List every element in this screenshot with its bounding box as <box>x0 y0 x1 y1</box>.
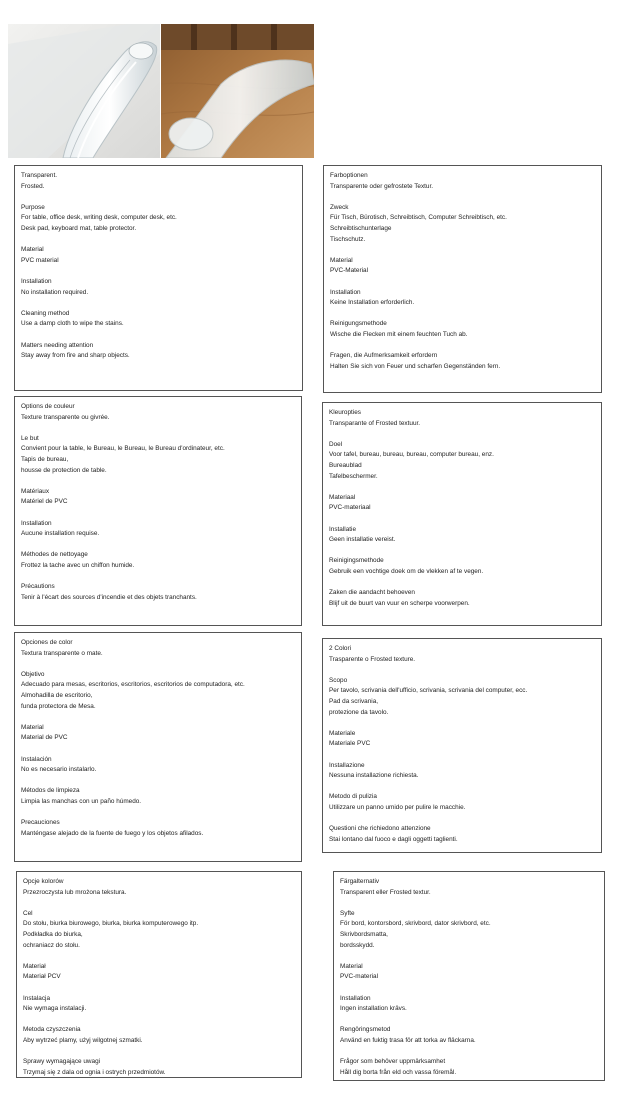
line-gap <box>329 429 595 440</box>
line-gap <box>330 309 595 320</box>
text-line: Almohadilla de escritorio, <box>21 691 93 699</box>
line-gap <box>23 1015 295 1026</box>
text-line: bordsskydd. <box>340 941 375 949</box>
text-line: housse de protection de table. <box>21 466 107 474</box>
text-line: Transparent. <box>21 172 57 179</box>
text-line: Do stołu, biurka biurowego, biurka, biurka komputerowego itp. <box>23 920 199 928</box>
text-line: Cleaning method <box>21 309 70 317</box>
product-photo-transparent <box>8 24 160 158</box>
text-line: Cel <box>23 909 33 917</box>
text-line: Trzymaj się z dala od ognia i ostrych przedmiotów. <box>23 1068 166 1076</box>
text-line: Rengöringsmetod <box>340 1026 391 1034</box>
text-line: Blijf uit de buurt van vuur en scherpe voorwerpen. <box>329 599 470 607</box>
text-line: Tafelbeschermer. <box>329 472 378 480</box>
line-gap <box>21 540 295 551</box>
product-photo-frosted <box>161 24 314 158</box>
text-line: Nie wymaga instalacji. <box>23 1005 87 1013</box>
text-line: Pad da scrivania, <box>329 697 379 705</box>
text-line: Instalacja <box>23 994 50 1002</box>
line-gap <box>21 298 296 309</box>
line-gap <box>340 983 598 994</box>
text-line: Méthodes de nettoyage <box>21 551 88 559</box>
text-line: PVC-materiaal <box>329 504 371 512</box>
text-line: Per tavolo, scrivania dell'ufficio, scrivania, scrivania del computer, ecc. <box>329 687 528 695</box>
info-box-swedish <box>333 871 605 1081</box>
text-line: No es necesario instalarlo. <box>21 766 97 774</box>
text-line: Stay away from fire and sharp objects. <box>21 352 130 360</box>
line-gap <box>21 476 295 487</box>
line-gap <box>21 572 295 583</box>
text-line: Fragen, die Aufmerksamkeit erfordern <box>330 352 438 360</box>
text-line: Gebruik een vochtige doek om de vlekken af te vegen. <box>329 567 484 575</box>
line-gap <box>330 341 595 352</box>
text-line: Utilizzare un panno umido per pulire le macchie. <box>329 803 466 811</box>
text-line: Opcje kolorów <box>23 878 64 885</box>
text-line: Voor tafel, bureau, bureau, bureau, computer bureau, enz. <box>329 451 494 459</box>
text-line: Matériel de PVC <box>21 498 68 506</box>
text-line: Objetivo <box>21 670 45 678</box>
text-line: ochraniacz do stołu. <box>23 941 80 949</box>
text-line: Material <box>340 962 363 970</box>
text-line: Podkładka do biurka, <box>23 930 83 938</box>
text-line: Installatie <box>329 525 356 533</box>
text-line: Materiał <box>23 962 46 970</box>
line-gap <box>23 951 295 962</box>
line-gap <box>329 814 595 825</box>
text-line: Options de couleur <box>21 403 75 410</box>
text-line: Matters needing attention <box>21 341 94 349</box>
line-gap <box>21 776 295 787</box>
line-gap <box>23 983 295 994</box>
text-line: Använd en fuktig trasa för att torka av fläckarna. <box>340 1036 476 1044</box>
text-line: Texture transparente ou givrée. <box>21 413 110 421</box>
text-line: Kleuropties <box>329 409 361 416</box>
text-line: Installazione <box>329 761 365 769</box>
info-box-polish <box>16 871 302 1078</box>
text-line: Aby wytrzeć plamy, użyj wilgotnej szmatki. <box>23 1036 143 1044</box>
line-gap <box>21 744 295 755</box>
text-line: Bureaublad <box>329 461 362 469</box>
text-line: Matériaux <box>21 487 50 495</box>
text-line: Frottez la tache avec un chiffon humide. <box>21 561 135 569</box>
text-line: Transparante of Frosted textuur. <box>329 419 421 427</box>
text-line: Material <box>21 246 44 254</box>
line-gap <box>21 508 295 519</box>
text-line: Farboptionen <box>330 172 368 179</box>
text-line: Textura transparente o mate. <box>21 649 103 657</box>
text-line: Reinigungsmethode <box>330 320 387 328</box>
text-line: Précautions <box>21 583 55 591</box>
line-gap <box>329 665 595 676</box>
line-gap <box>329 546 595 557</box>
text-line: Ingen installation krävs. <box>340 1005 407 1013</box>
line-gap <box>21 659 295 670</box>
text-line: Installation <box>21 519 52 527</box>
text-line: PVC-material <box>340 973 378 981</box>
text-line: Przezroczysta lub mrożona tekstura. <box>23 888 127 896</box>
text-line: Questioni che richiedono attenzione <box>329 825 431 833</box>
line-gap <box>21 266 296 277</box>
line-gap <box>329 718 595 729</box>
line-gap <box>340 898 598 909</box>
line-gap <box>329 482 595 493</box>
text-line: Syfte <box>340 909 355 917</box>
text-line: Färgalternativ <box>340 878 380 885</box>
text-line: Aucune installation requise. <box>21 530 100 538</box>
line-gap <box>329 782 595 793</box>
text-line: Zweck <box>330 203 349 211</box>
text-line: Tischschutz. <box>330 235 366 243</box>
text-line: Frosted. <box>21 182 45 190</box>
info-box-dutch <box>322 402 602 626</box>
text-line: Sprawy wymagające uwagi <box>23 1058 101 1066</box>
line-gap <box>23 898 295 909</box>
text-line: Use a damp cloth to wipe the stains. <box>21 320 124 328</box>
text-line: Reinigingsmethode <box>329 557 384 565</box>
text-line: Materiaal <box>329 493 356 501</box>
text-line: Le but <box>21 434 39 442</box>
text-line: Precauciones <box>21 819 60 827</box>
line-gap <box>330 245 595 256</box>
text-line: Materiale <box>329 729 356 737</box>
text-line: Halten Sie sich von Feuer und scharfen Gegenständen fern. <box>330 362 501 370</box>
text-line: Materiale PVC <box>329 740 371 748</box>
text-line: Nessuna installazione richiesta. <box>329 772 419 780</box>
text-line: PVC material <box>21 256 59 264</box>
text-line: Instalación <box>21 755 52 763</box>
info-box-german <box>323 165 602 393</box>
text-line: No installation required. <box>21 288 89 296</box>
text-line: Limpia las manchas con un paño húmedo. <box>21 797 142 805</box>
line-gap <box>21 808 295 819</box>
text-line: Wische die Flecken mit einem feuchten Tuch ab. <box>330 330 468 338</box>
text-line: Material <box>330 256 353 264</box>
text-line: Tapis de bureau, <box>21 455 69 463</box>
text-line: Håll dig borta från eld och vassa föremål. <box>340 1068 457 1076</box>
text-line: Transparente oder gefrostete Textur. <box>330 182 434 190</box>
text-line: Tenir à l'écart des sources d'incendie et des objets tranchants. <box>21 593 197 601</box>
text-line: Keine Installation erforderlich. <box>330 299 415 307</box>
text-line: För bord, kontorsbord, skrivbord, dator skrivbord, etc. <box>340 920 491 928</box>
text-line: Material <box>21 723 44 731</box>
line-gap <box>330 277 595 288</box>
text-line: 2 Colori <box>329 645 352 652</box>
text-line: PVC-Material <box>330 267 368 275</box>
text-line: Métodos de limpieza <box>21 787 80 795</box>
line-gap <box>21 330 296 341</box>
line-gap <box>330 192 595 203</box>
text-line: Scopo <box>329 676 348 684</box>
info-box-english <box>14 165 303 391</box>
text-line: Materiał PCV <box>23 973 61 981</box>
text-line: Desk pad, keyboard mat, table protector. <box>21 224 137 232</box>
info-box-french <box>14 396 302 626</box>
text-line: Stai lontano dal fuoco e dagli oggetti taglienti. <box>329 835 458 843</box>
text-line: Installation <box>21 277 52 285</box>
info-box-spanish <box>14 632 302 862</box>
line-gap <box>329 750 595 761</box>
text-line: Frågor som behöver uppmärksamhet <box>340 1058 446 1066</box>
info-box-italian <box>322 638 602 853</box>
text-line: Metoda czyszczenia <box>23 1026 81 1034</box>
text-line: Doel <box>329 440 343 448</box>
text-line: Geen installatie vereist. <box>329 536 396 544</box>
line-gap <box>340 1047 598 1058</box>
text-line: Trasparente o Frosted texture. <box>329 655 416 663</box>
line-gap <box>21 712 295 723</box>
text-line: Material de PVC <box>21 734 68 742</box>
text-line: Für Tisch, Bürotisch, Schreibtisch, Computer Schreibtisch, etc. <box>330 214 507 222</box>
text-line: Metodo di pulizia <box>329 793 377 801</box>
text-line: Transparent eller Frosted textur. <box>340 888 431 896</box>
text-line: Opciones de color <box>21 639 73 646</box>
text-line: Adecuado para mesas, escritorios, escritorios, escritorios de computadora, etc. <box>21 681 245 689</box>
text-line: funda protectora de Mesa. <box>21 702 96 710</box>
line-gap <box>21 192 296 203</box>
line-gap <box>329 578 595 589</box>
text-line: Installation <box>340 994 371 1002</box>
text-line: protezione da tavolo. <box>329 708 389 716</box>
text-line: Convient pour la table, le Bureau, le Bureau, le Bureau d'ordinateur, etc. <box>21 445 225 453</box>
text-line: Zaken die aandacht behoeven <box>329 589 415 597</box>
line-gap <box>21 423 295 434</box>
text-line: Manténgase alejado de la fuente de fuego y los objetos afilados. <box>21 829 204 837</box>
line-gap <box>340 951 598 962</box>
text-line: For table, office desk, writing desk, computer desk, etc. <box>21 214 177 222</box>
text-line: Schreibtischunterlage <box>330 224 392 232</box>
line-gap <box>340 1015 598 1026</box>
text-line: Skrivbordsmatta, <box>340 930 388 938</box>
text-line: Installation <box>330 288 361 296</box>
line-gap <box>329 514 595 525</box>
text-line: Purpose <box>21 203 45 211</box>
line-gap <box>23 1047 295 1058</box>
line-gap <box>21 235 296 246</box>
